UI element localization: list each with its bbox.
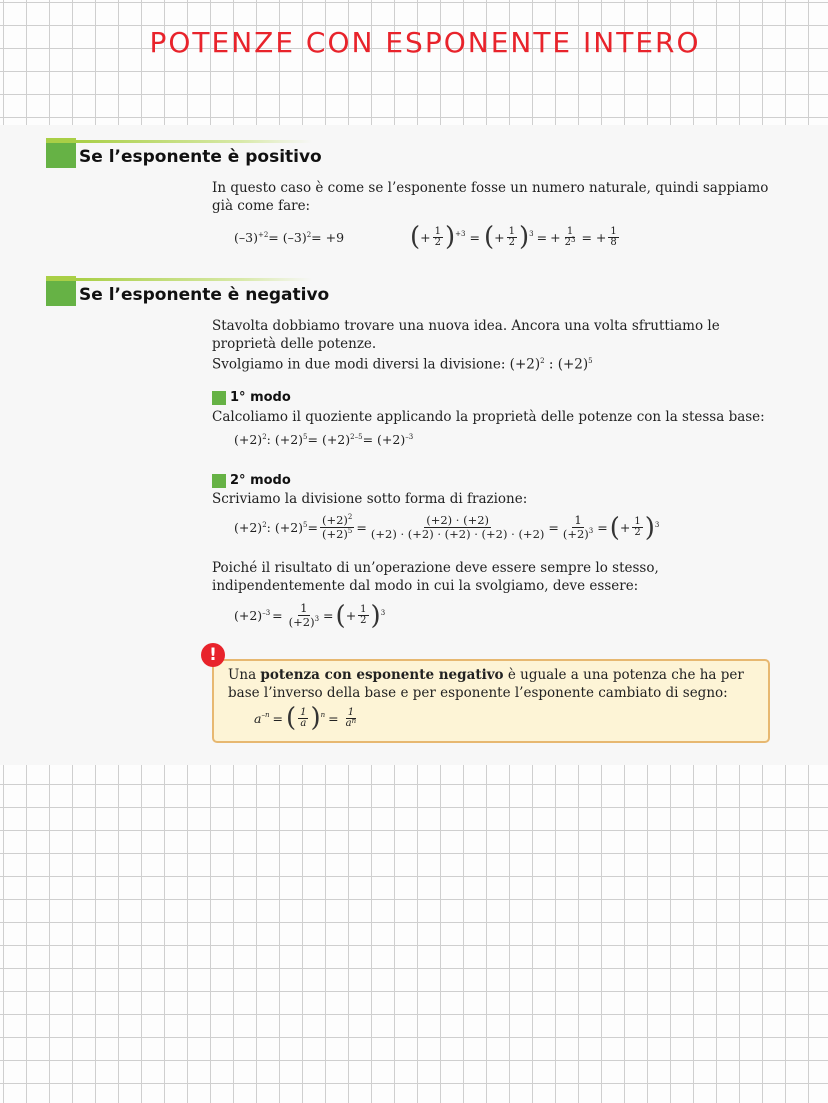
page-title: POTENZE CON ESPONENTE INTERO — [149, 26, 701, 59]
base: (+2) — [321, 513, 348, 527]
exponent: 2–5 — [350, 432, 363, 441]
fraction — [632, 517, 642, 538]
formula-part: = + — [581, 229, 607, 245]
denominator: a — [300, 717, 307, 729]
equals: = — [536, 229, 548, 245]
numerator: 1 — [508, 225, 515, 237]
denominator — [563, 235, 578, 248]
numerator: 1 — [634, 516, 641, 527]
sign: + — [494, 229, 505, 245]
mode2-heading — [212, 473, 291, 488]
exponent: +3 — [455, 230, 466, 238]
exponent: 5 — [347, 527, 353, 535]
positive-text: In questo caso è come se l’esponente fosse un numero naturale, quindi sappiamo già come fare: — [212, 180, 769, 214]
conclusion-text: Poiché il risultato di un’operazione deve essere sempre lo stesso, indipendentemente dal modo in cui la svolgiamo, deve essere: — [212, 560, 659, 594]
formula-part: = (+2) — [307, 432, 351, 447]
formula-part: = +9 — [311, 230, 345, 245]
section-rule — [76, 140, 312, 143]
numerator: 1 — [300, 601, 308, 615]
exponent: 2 — [306, 230, 312, 239]
numerator: 1 — [347, 706, 355, 718]
numerator: 1 — [434, 225, 442, 237]
equals: = — [469, 229, 480, 245]
denominator: 2 — [360, 615, 367, 626]
text: Una — [228, 667, 261, 683]
formula-mode1 — [234, 432, 413, 447]
fraction — [608, 227, 618, 248]
base: 2 — [564, 236, 571, 248]
exponent: 3 — [588, 527, 594, 535]
denominator: (+2) · (+2) · (+2) · (+2) · (+2) — [370, 527, 545, 541]
rule-formula: a $^{-n}$ = ( $\frac{1}{a}$ ) $^n$ = $\frac{1}{a^n}$ — [254, 703, 357, 733]
negative-intro-2 — [212, 353, 777, 374]
exponent: n — [351, 716, 357, 725]
rule-box — [212, 659, 770, 743]
denominator — [320, 528, 354, 541]
formula-part: (+2) — [234, 520, 263, 535]
mode-marker-icon — [212, 474, 226, 488]
fraction — [358, 605, 368, 626]
denominator: 2 — [634, 527, 641, 538]
exponent: 3 — [570, 235, 576, 244]
base: a — [254, 710, 262, 726]
numerator: 1 — [300, 706, 307, 718]
section-marker-icon — [46, 276, 76, 306]
base: (+2) — [562, 527, 589, 541]
numerator: 1 — [566, 225, 574, 237]
sign: + — [345, 608, 357, 623]
fraction — [561, 514, 595, 541]
exponent: 5 — [303, 520, 308, 529]
text: è uguale a una potenza che ha per base l’inverso della base e per esponente l’esponente cambiato di segno: — [228, 667, 744, 701]
formula-mode2: (+2) $^2$ : (+2) $^5$ = $\frac{(+2)^2}{(+2)^5}$ = $\frac{(+2) \cdot (+2)}{(+2) \cdot (+2) \cdot (+2) \cdot (+2) \cdot (+2)}$ = $\frac{1}{(+2)^3}$ = ( + $\frac{1}{2}$ ) $^3$ — [234, 512, 660, 543]
sign: + — [619, 520, 631, 535]
negative-intro: Stavolta dobbiamo trovare una nuova idea. Ancora una volta sfruttiamo le proprietà delle potenze. — [212, 318, 720, 352]
mode-title: 1° modo — [230, 390, 291, 405]
exponent: n — [320, 711, 326, 719]
base: (+2) — [288, 615, 315, 629]
mode2-text: Scriviamo la divisione sotto forma di frazione: — [212, 491, 528, 507]
mode-title: 2° modo — [230, 473, 291, 488]
highlight-text: potenza con esponente negativo — [260, 667, 504, 683]
text: Svolgiamo in due modi diversi la divisione: (+2) — [212, 356, 541, 373]
exponent: 3 — [380, 608, 386, 617]
denominator — [561, 528, 595, 541]
formula-positive-2: ( + $\frac{1}{2}$ ) $^{+3}$ = ( + $\frac{1}{2}$ ) $^3$ = + $\frac{1}{2^3}$ = + $\frac{1}{8}$ — [410, 222, 617, 252]
text: : (+2) — [544, 356, 589, 373]
mode-marker-icon — [212, 391, 226, 405]
exponent: 2 — [540, 357, 545, 365]
numerator: 1 — [610, 225, 617, 237]
exponent: 2 — [262, 520, 267, 529]
exponent: –3 — [262, 608, 271, 617]
numerator: (+2) · (+2) — [426, 513, 490, 527]
fraction — [507, 227, 517, 248]
numerator: 1 — [360, 604, 367, 615]
base: a — [345, 717, 352, 729]
exponent: 2 — [347, 513, 353, 521]
formula-part: (+2) — [234, 432, 263, 447]
fraction — [320, 514, 354, 541]
warning-icon: ! — [201, 643, 225, 667]
exponent: 3 — [529, 230, 534, 238]
mode1-text: Calcoliamo il quoziente applicando la proprietà delle potenze con la stessa base: — [212, 409, 765, 425]
rule-text — [228, 667, 763, 702]
mode1-heading — [212, 390, 291, 405]
denominator — [287, 616, 321, 629]
exponent: –n — [261, 711, 270, 719]
formula-part: = (+2) — [362, 432, 406, 447]
numerator — [320, 514, 354, 528]
formula-positive-1 — [234, 230, 344, 245]
denominator: 2 — [508, 236, 515, 248]
fraction — [344, 708, 358, 729]
numerator: 1 — [574, 513, 582, 527]
exponent: 5 — [588, 357, 593, 365]
sign: + — [420, 229, 431, 245]
section-marker-icon — [46, 138, 76, 168]
fraction — [563, 227, 578, 248]
denominator: 2 — [434, 236, 442, 248]
denominator — [344, 716, 358, 729]
denominator: 8 — [610, 236, 617, 248]
equals: = — [307, 520, 318, 535]
formula-part: = (–3) — [268, 230, 307, 245]
exponent: 2 — [262, 432, 267, 441]
formula-part: : (+2) — [266, 520, 304, 535]
exponent: 3 — [654, 520, 660, 529]
exponent: +2 — [257, 230, 269, 239]
fraction — [369, 514, 547, 541]
exponent: 5 — [303, 432, 308, 441]
sign: + — [550, 229, 561, 245]
section-rule — [76, 278, 312, 281]
section-title: Se l’esponente è positivo — [79, 147, 322, 167]
base: (+2) — [321, 527, 348, 541]
exponent: –3 — [405, 432, 414, 441]
formula-final: (+2) $^{-3}$ = $\frac{1}{(+2)^3}$ = ( + $\frac{1}{2}$ ) $^3$ — [234, 600, 386, 631]
fraction — [433, 227, 443, 248]
formula-part: (–3) — [234, 230, 258, 245]
exponent: 3 — [314, 615, 320, 623]
formula-part: : (+2) — [266, 432, 304, 447]
fraction — [287, 602, 321, 629]
section-title: Se l’esponente è negativo — [79, 285, 330, 305]
fraction — [298, 708, 308, 729]
formula-part: (+2) — [234, 608, 263, 623]
